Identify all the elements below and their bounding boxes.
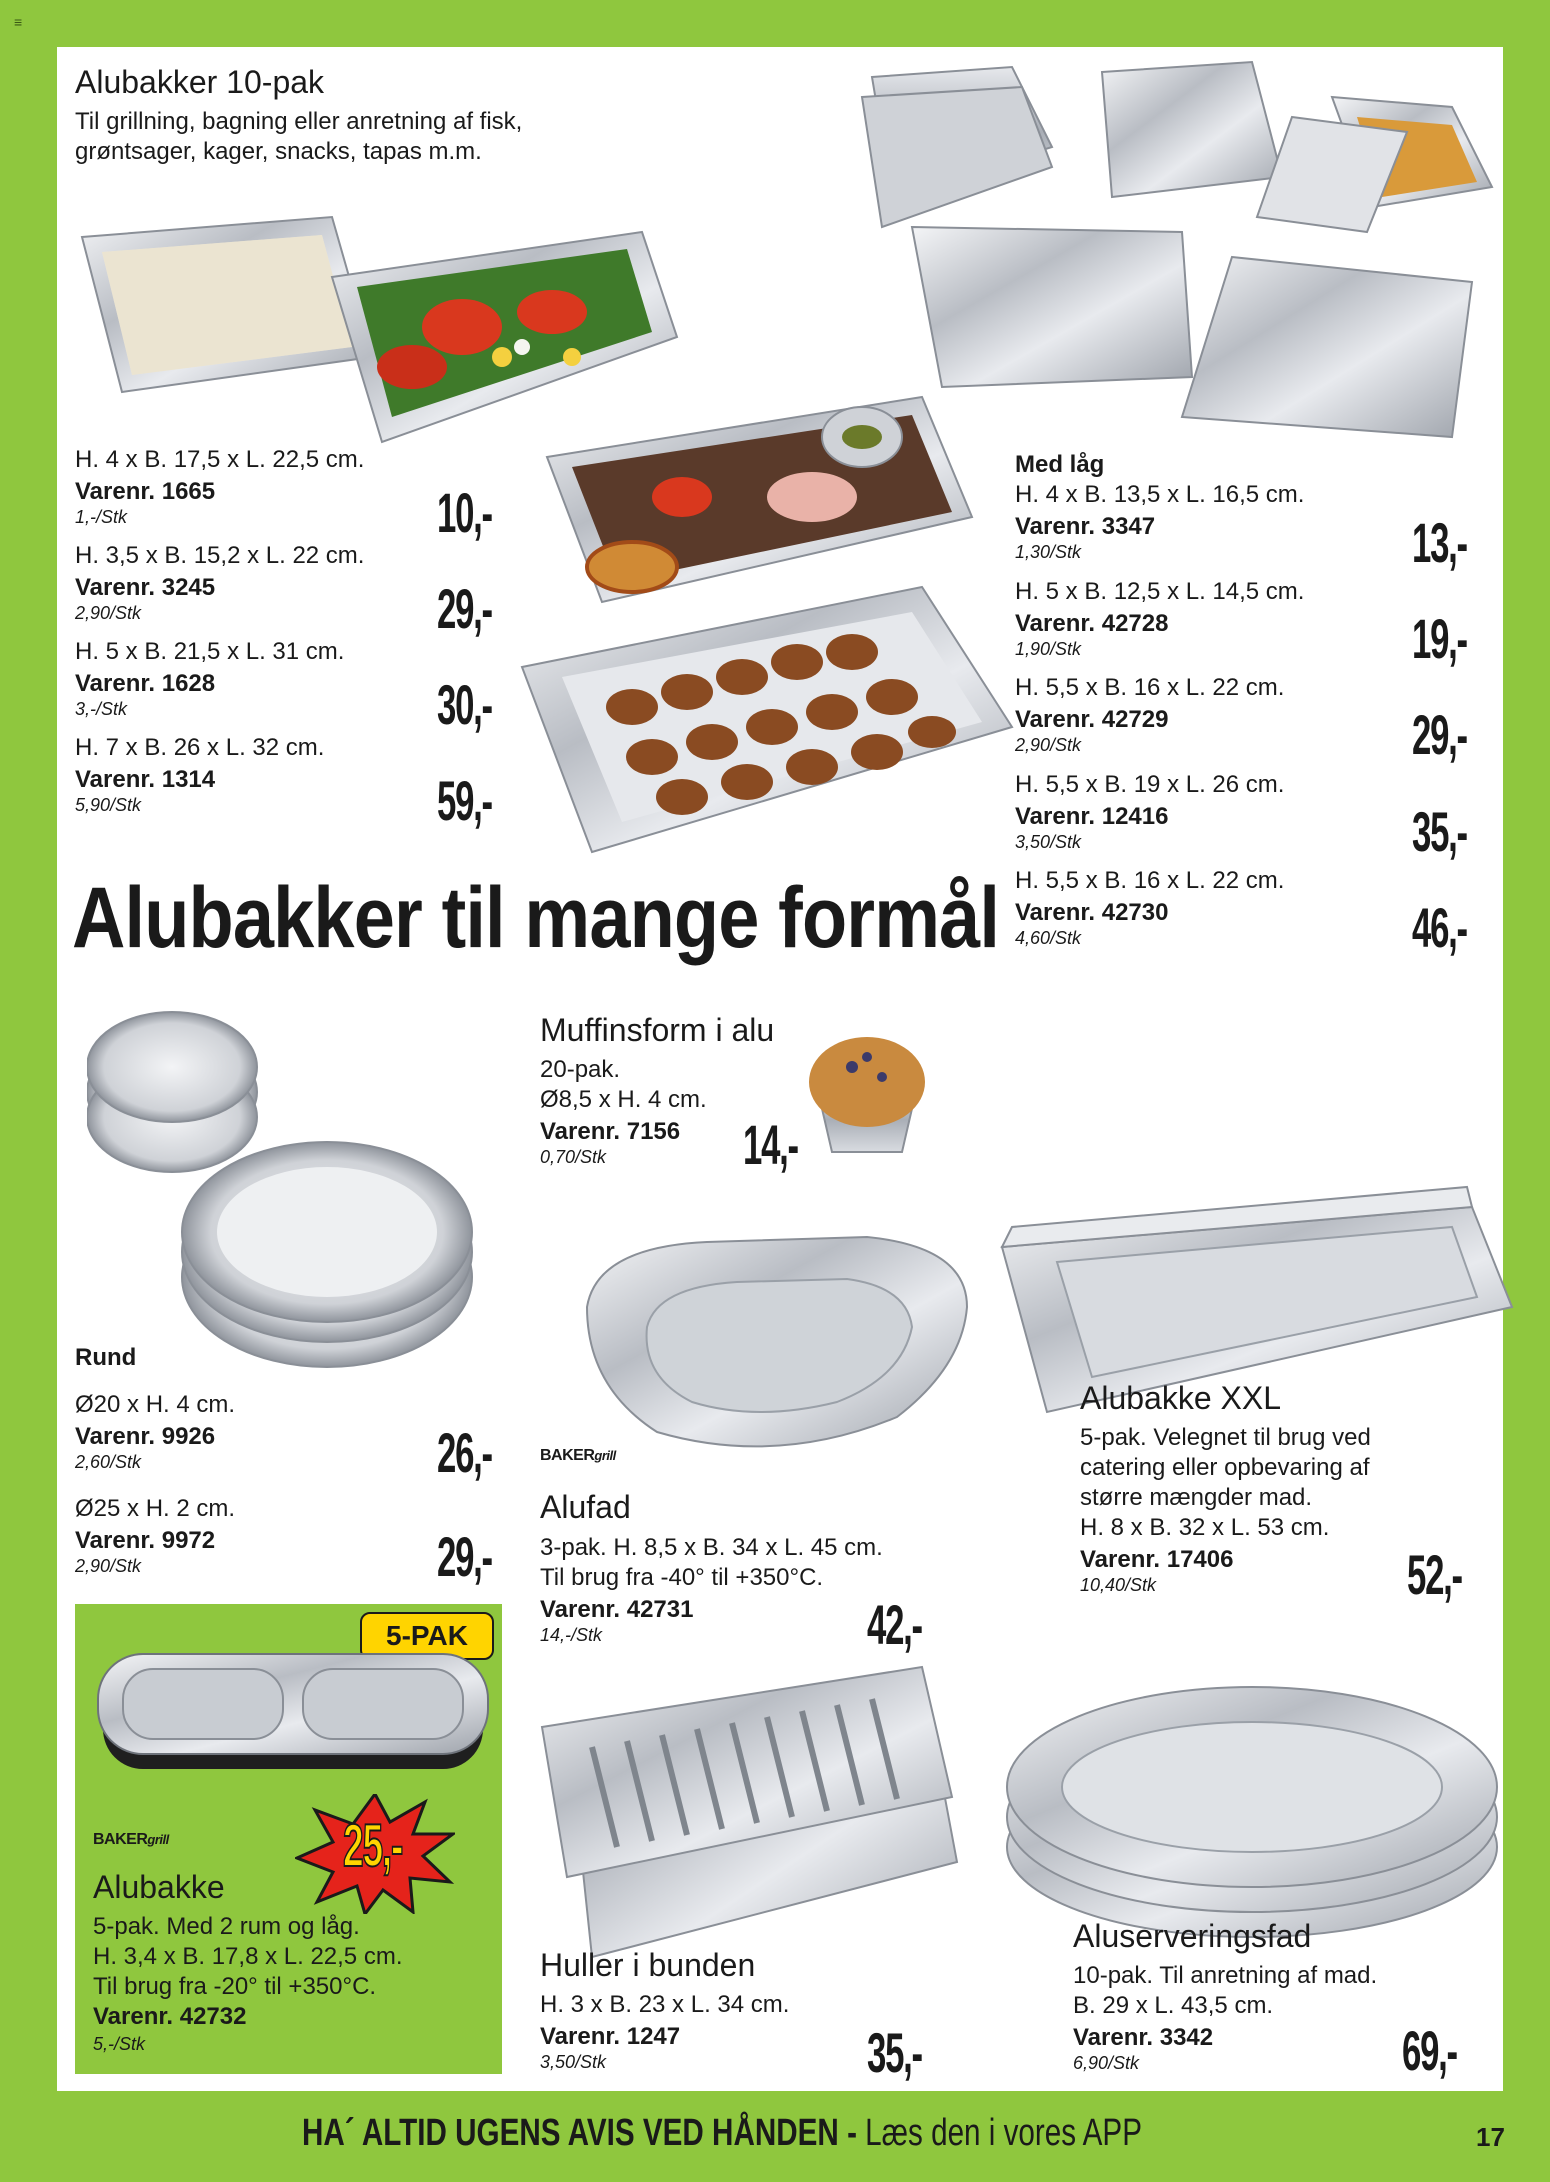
huller-title: Huller i bunden	[540, 1947, 756, 1983]
round-varenr-1: Varenr. 9926	[75, 1423, 216, 1450]
round-title: Rund	[75, 1344, 137, 1371]
promo-varenr: Varenr. 42732	[93, 2003, 247, 2030]
price-42728: 19,-	[1412, 607, 1467, 670]
alufad-image	[567, 1217, 987, 1477]
round-trays-image	[87, 997, 507, 1377]
muffin-line-1: 20-pak.	[540, 1056, 621, 1083]
muffin-varenr: Varenr. 7156	[540, 1118, 681, 1145]
round-unit-2: 2,90/Stk	[75, 1556, 142, 1576]
item-unit-price: 1,90/Stk	[1015, 638, 1082, 659]
lid-list-title: Med låg	[1015, 451, 1105, 478]
item-varenr: Varenr. 12416	[1015, 802, 1169, 830]
alufad-brand-logo	[540, 1447, 616, 1465]
list-item	[1015, 772, 1395, 869]
promo-unit: 5,-/Stk	[93, 2034, 146, 2054]
serving-varenr: Varenr. 3342	[1073, 2024, 1214, 2051]
item-unit-price: 4,60/Stk	[1015, 928, 1082, 948]
round-size-2: Ø25 x H. 2 cm.	[75, 1495, 236, 1522]
left-price-list	[75, 447, 395, 831]
xxl-varenr: Varenr. 17406	[1080, 1546, 1234, 1573]
price-3347: 13,-	[1412, 511, 1467, 574]
price-9926: 26,-	[437, 1421, 492, 1484]
price-1247: 35,-	[867, 2021, 922, 2084]
list-item	[75, 735, 395, 831]
item-size: H. 4 x B. 13,5 x L. 16,5 cm.	[1015, 481, 1305, 508]
list-item	[75, 639, 395, 735]
promo-line-1: 5-pak. Med 2 rum og låg.	[93, 1913, 360, 1940]
serving-line-1: 10-pak. Til anretning af mad.	[1073, 1962, 1378, 1989]
promo-brand-sub: grill	[147, 1832, 169, 1847]
footer-text	[302, 2112, 1142, 2155]
list-item	[1015, 579, 1395, 676]
list-item	[1015, 675, 1395, 772]
price-7156: 14,-	[743, 1113, 798, 1176]
content-panel	[57, 47, 1503, 2091]
item-size: H. 3,5 x B. 15,2 x L. 22 cm.	[75, 542, 365, 569]
page-headline: Alubakker til mange formål	[72, 870, 1000, 966]
divided-tray-image	[93, 1634, 493, 1794]
item-unit-price: 5,90/Stk	[75, 795, 142, 815]
xxl-line-4: H. 8 x B. 32 x L. 53 cm.	[1080, 1514, 1330, 1541]
item-unit-price: 3,50/Stk	[1015, 831, 1082, 852]
serving-line-2: B. 29 x L. 43,5 cm.	[1073, 1992, 1274, 2019]
list-item	[75, 543, 395, 639]
page-number: 17	[1476, 2122, 1505, 2152]
price-1665: 10,-	[437, 481, 492, 544]
item-varenr: Varenr. 42729	[1015, 706, 1169, 733]
alufad-unit: 14,-/Stk	[540, 1625, 603, 1645]
price-1628: 30,-	[437, 673, 492, 736]
item-size: H. 7 x B. 26 x L. 32 cm.	[75, 734, 325, 761]
price-42730: 46,-	[1412, 896, 1467, 959]
grill-trays-image	[532, 1647, 972, 1977]
intro-line-2: grøntsager, kager, snacks, tapas m.m.	[75, 138, 482, 165]
item-unit-price: 2,90/Stk	[1015, 735, 1082, 755]
tray-with-meatballs-image	[512, 567, 1022, 857]
alufad-brand: BAKER	[540, 1447, 595, 1464]
promo-line-2: H. 3,4 x B. 17,8 x L. 22,5 cm.	[93, 1943, 403, 1970]
price-9972: 29,-	[437, 1525, 492, 1588]
item-varenr: Varenr. 42728	[1015, 609, 1169, 637]
item-size: H. 5 x B. 12,5 x L. 14,5 cm.	[1015, 577, 1305, 605]
muffin-line-2: Ø8,5 x H. 4 cm.	[540, 1086, 707, 1113]
item-unit-price: 3,-/Stk	[75, 699, 128, 719]
item-size: H. 5,5 x B. 16 x L. 22 cm.	[1015, 867, 1285, 894]
xxl-line-3: større mængder mad.	[1080, 1484, 1313, 1511]
item-varenr: Varenr. 1628	[75, 670, 216, 697]
intro-title: Alubakker 10-pak	[75, 64, 325, 100]
promo-brand-logo	[93, 1831, 169, 1849]
serving-platters-image	[997, 1647, 1507, 1947]
xxl-unit: 10,40/Stk	[1080, 1575, 1157, 1595]
price-42731: 42,-	[867, 1593, 922, 1656]
promo-title: Alubakke	[93, 1869, 225, 1905]
huller-line-1: H. 3 x B. 23 x L. 34 cm.	[540, 1991, 790, 2018]
list-item	[75, 447, 395, 543]
price-burst	[295, 1794, 455, 1914]
serving-unit: 6,90/Stk	[1073, 2053, 1140, 2073]
round-size-1: Ø20 x H. 4 cm.	[75, 1391, 236, 1418]
item-size: H. 5,5 x B. 16 x L. 22 cm.	[1015, 674, 1285, 701]
item-unit-price: 2,90/Stk	[75, 603, 142, 623]
list-item	[1015, 482, 1395, 579]
item-size: H. 4 x B. 17,5 x L. 22,5 cm.	[75, 446, 365, 473]
muffin-image	[797, 1022, 937, 1162]
round-unit-1: 2,60/Stk	[75, 1452, 142, 1472]
list-item	[1015, 868, 1395, 965]
item-varenr: Varenr. 1314	[75, 766, 216, 793]
price-1314: 59,-	[437, 769, 492, 832]
price-12416: 35,-	[1412, 800, 1467, 863]
muffin-unit: 0,70/Stk	[540, 1147, 607, 1167]
price-3342: 69,-	[1402, 2019, 1457, 2082]
alufad-line-1: 3-pak. H. 8,5 x B. 34 x L. 45 cm.	[540, 1534, 883, 1561]
xxl-line-2: catering eller opbevaring af	[1080, 1454, 1370, 1481]
round-varenr-2: Varenr. 9972	[75, 1527, 216, 1554]
footer-regular: Læs den i vores APP	[865, 2112, 1142, 2154]
alufad-brand-sub: grill	[594, 1448, 616, 1463]
price-3245: 29,-	[437, 577, 492, 640]
menu-mark: ≡	[14, 14, 23, 30]
alufad-varenr: Varenr. 42731	[540, 1596, 694, 1623]
item-varenr: Varenr. 3347	[1015, 513, 1156, 540]
serving-title: Aluserveringsfad	[1073, 1918, 1312, 1954]
item-varenr: Varenr. 1665	[75, 478, 216, 505]
five-pak-badge: 5-PAK	[360, 1612, 494, 1660]
alufad-line-2: Til brug fra -40° til +350°C.	[540, 1564, 824, 1591]
item-varenr: Varenr. 42730	[1015, 899, 1169, 926]
item-unit-price: 1,-/Stk	[75, 507, 128, 527]
item-size: H. 5 x B. 21,5 x L. 31 cm.	[75, 638, 345, 665]
intro-line-1: Til grillning, bagning eller anretning af fisk,	[75, 108, 523, 135]
promo-line-3: Til brug fra -20° til +350°C.	[93, 1973, 377, 2000]
alufad-title: Alufad	[540, 1489, 631, 1525]
promo-box	[75, 1604, 502, 2074]
item-unit-price: 1,30/Stk	[1015, 542, 1082, 562]
huller-unit: 3,50/Stk	[540, 2052, 607, 2072]
item-varenr: Varenr. 3245	[75, 574, 216, 601]
xxl-title: Alubakke XXL	[1080, 1380, 1282, 1416]
promo-brand: BAKER	[93, 1831, 148, 1848]
xxl-line-1: 5-pak. Velegnet til brug ved	[1080, 1424, 1371, 1451]
muffin-title: Muffinsform i alu	[540, 1012, 775, 1048]
footer-bold: HA´ ALTID UGENS AVIS VED HÅNDEN -	[302, 2112, 857, 2154]
price-17406: 52,-	[1407, 1543, 1462, 1606]
promo-price: 25,-	[343, 1812, 403, 1879]
item-size: H. 5,5 x B. 19 x L. 26 cm.	[1015, 770, 1285, 798]
lid-price-list	[1015, 482, 1395, 965]
huller-varenr: Varenr. 1247	[540, 2023, 681, 2050]
price-42729: 29,-	[1412, 703, 1467, 766]
